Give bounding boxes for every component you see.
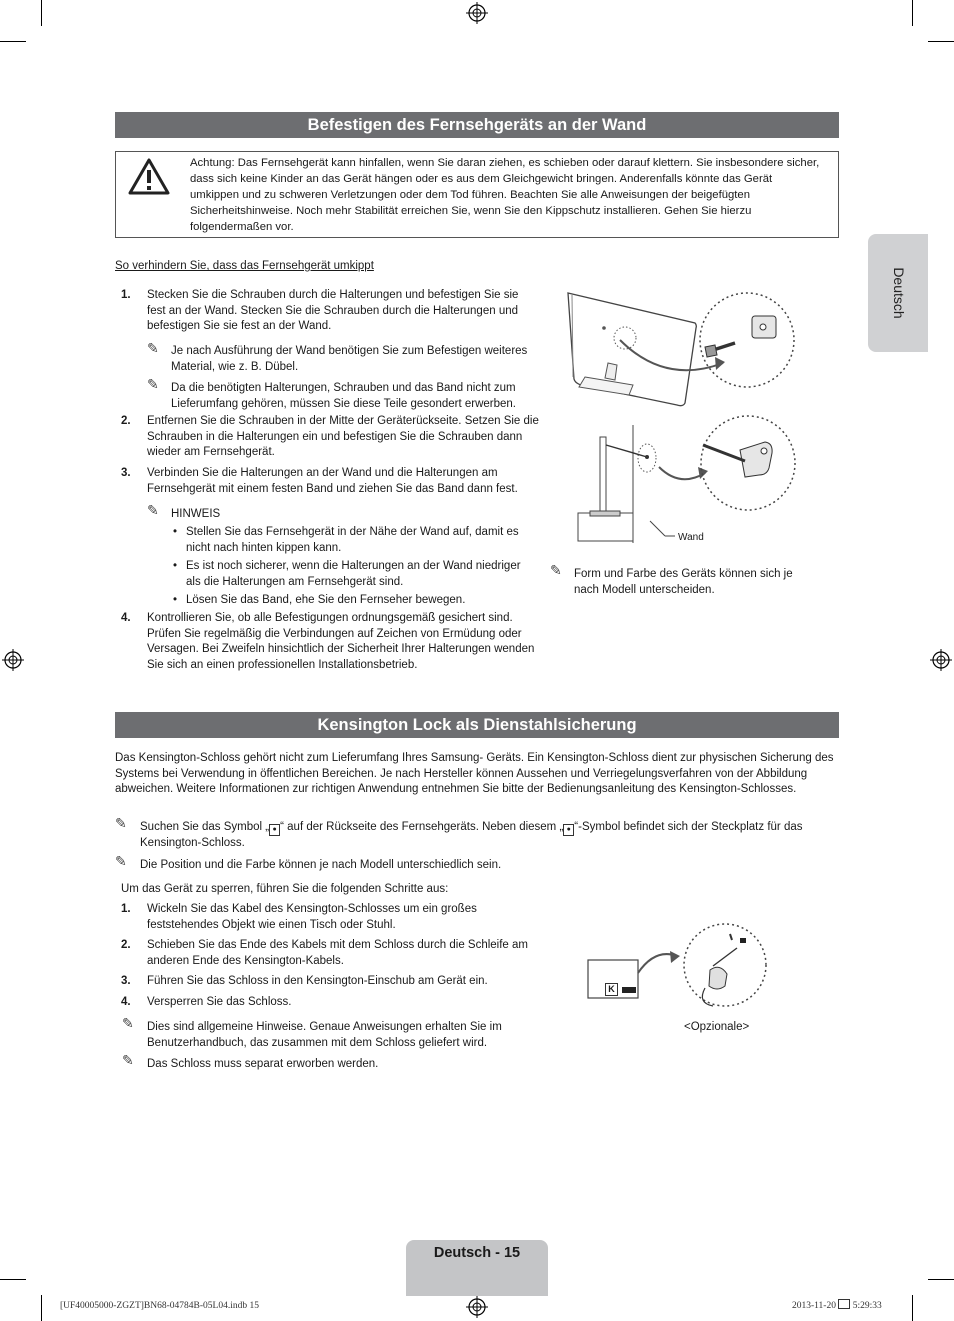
note-text: Da die benötigten Halterungen, Schrauben und das Band nicht zum Lieferumfang gehören, müssen Sie diese Teile gesondert erwerben. [171,382,516,410]
note-pencil-icon: ✎ [115,815,127,831]
note-pencil-icon: ✎ [147,340,159,356]
printer-icon [838,1299,850,1309]
crop-mark [41,0,42,26]
step-text: Entfernen Sie die Schrauben in der Mitte der Geräterückseite. Setzen Sie die Schrauben in die Halterungen ein und befestigen Sie die Schrauben dann wieder am Fernsehgerät. [147,415,539,458]
tv-wall-mount-illustration [555,285,815,550]
step-text: Stecken Sie die Schrauben durch die Halterungen und befestigen Sie sie fest an der Wand. Stecken Sie die Schrauben durch die Halterungen und befestigen Sie sie fest an der Wand. [147,289,519,332]
lock-symbol-icon: ● [269,824,280,836]
print-file-info: [UF40005000-ZGZT]BN68-04784B-05L04.indb 15 [60,1301,259,1311]
crop-mark [41,1295,42,1321]
wall-label: Wand [678,532,704,543]
side-tab-label: Deutsch [890,267,907,319]
optional-label: <Opzionale> [684,1021,750,1033]
registration-mark-icon [930,649,952,671]
note-pencil-icon: ✎ [147,376,159,392]
crop-mark [928,1279,954,1280]
warning-label: Achtung [190,157,232,169]
note-pencil-icon: ✎ [550,562,562,578]
step-text: Schieben Sie das Ende des Kabels mit dem Schloss durch die Schleife am anderen Ende des Kensington-Kabels. [147,939,528,967]
kensington-note-position: Die Position und die Farbe können je nach Modell unterschiedlich sein. [140,859,502,871]
crop-mark [912,1295,913,1321]
step-number: 3. [121,975,131,987]
step-number: 2. [121,415,131,427]
step-number: 1. [121,903,131,915]
step-number: 2. [121,939,131,951]
kensington-note: Dies sind allgemeine Hinweise. Genaue Anweisungen erhalten Sie im Benutzerhandbuch, das zusammen mit dem Schloss geliefert wird. [147,1021,502,1049]
kensington-lock-illustration [585,918,785,1018]
crop-mark [0,41,26,42]
hinweis-bullet: Stellen Sie das Fernsehgerät in der Nähe der Wand auf, damit es nicht nach hinten kippen kann. [186,526,519,554]
hinweis-label: HINWEIS [171,508,221,520]
step-text: Wickeln Sie das Kabel des Kensington-Schlosses um ein großes feststehendes Objekt wie einen Tisch oder Stuhl. [147,903,477,931]
step-number: 1. [121,289,131,301]
step-text: Versperren Sie das Schloss. [147,996,292,1008]
registration-mark-icon [466,2,488,24]
warning-body: : Das Fernsehgerät kann hinfallen, wenn Sie daran ziehen, es schieben oder darauf klettern. Sie insbesondere sicher, dass sich keine Kinder an das Gerät hängen oder es aus dem Gleichgewicht bringen. Anderenfalls könnte das Gerät umkippen und zu schweren Verletzungen oder dem Tod führen. Beachten Sie alle Anweisungen der beigefügten Sicherheitshinweise. Noch mehr Stabilität erreichen Sie, wenn Sie den Kippschutz installieren. Gehen Sie hierzu folgendermaßen vor. [190,157,820,233]
kensington-note-symbol: Suchen Sie das Symbol „ ● “ auf der Rückseite des Fernsehgeräts. Neben diesem „ ● “-Symbol befindet sich der Steckplatz für das Kensington-Schloss. [140,821,803,849]
warning-triangle-icon [127,157,171,197]
note-pencil-icon: ✎ [122,1052,134,1068]
section-title-kensington: Kensington Lock als Dienstahlsicherung [115,712,839,738]
section-title-wall-mount: Befestigen des Fernsehgeräts an der Wand [115,112,839,138]
step-number: 3. [121,467,131,479]
hinweis-bullet: Lösen Sie das Band, ehe Sie den Fernseher bewegen. [186,594,466,606]
kensington-note: Das Schloss muss separat erworben werden. [147,1058,379,1070]
page-number: Deutsch - 15 [433,1245,521,1261]
bullet-dot: • [173,594,178,606]
registration-mark-icon [2,649,24,671]
note-text: Je nach Ausführung der Wand benötigen Sie zum Befestigen weiteres Material, wie z. B. Dübel. [171,345,528,373]
page-number-tab [406,1240,548,1296]
registration-mark-icon [466,1296,488,1318]
print-date-info: 2013-11-20 5:29:33 [792,1301,882,1311]
lock-symbol-icon: ● [563,824,574,836]
step-number: 4. [121,612,131,624]
language-side-tab [868,234,928,352]
step-text: Führen Sie das Schloss in den Kensington-Einschub am Gerät ein. [147,975,488,987]
bullet-dot: • [173,560,178,572]
warning-text [190,155,820,235]
bullet-dot: • [173,526,178,538]
figure-note: Form und Farbe des Geräts können sich je nach Modell unterscheiden. [574,568,793,596]
note-pencil-icon: ✎ [115,853,127,869]
hinweis-bullet: Es ist noch sicherer, wenn die Halterungen an der Wand niedriger als die Halterungen am Fernsehgerät sind. [186,560,521,588]
crop-mark [928,41,954,42]
step-text: Verbinden Sie die Halterungen an der Wand und die Halterungen am Fernsehgerät mit einem festen Band und ziehen Sie das Band dann fest. [147,467,518,495]
note-pencil-icon: ✎ [147,502,159,518]
crop-mark [912,0,913,26]
step-text: Kontrollieren Sie, ob alle Befestigungen ordnungsgemäß gesichert sind. Prüfen Sie regelmäßig die Verbindungen auf Zeichen von Ermüdung oder Versagen. Bei Zweifeln hinsichtlich der Sicherheit Ihrer Halterungen wenden Sie sich an einen professionellen Installationsbetrieb. [147,612,535,671]
subheading: So verhindern Sie, dass das Fernsehgerät umkippt [115,260,374,272]
kensington-intro: Das Kensington-Schloss gehört nicht zum Lieferumfang Ihres Samsung- Geräts. Ein Kensington-Schloss dient zur physischen Sicherung des Systems bei Verwendung in öffentlichen Bereichen. Je nach Hersteller können Aussehen und Verriegelungsverfahren von der Abbildung abweichen. Weitere Informationen zur richtigen Anwendung entnehmen Sie bitte der Bedienungsanleitung des Kensington-Schlosses. [115,752,834,795]
crop-mark [0,1279,26,1280]
kensington-lead: Um das Gerät zu sperren, führen Sie die folgenden Schritte aus: [121,883,449,895]
note-pencil-icon: ✎ [122,1015,134,1031]
step-number: 4. [121,996,131,1008]
kensington-k-icon: K [605,983,618,996]
